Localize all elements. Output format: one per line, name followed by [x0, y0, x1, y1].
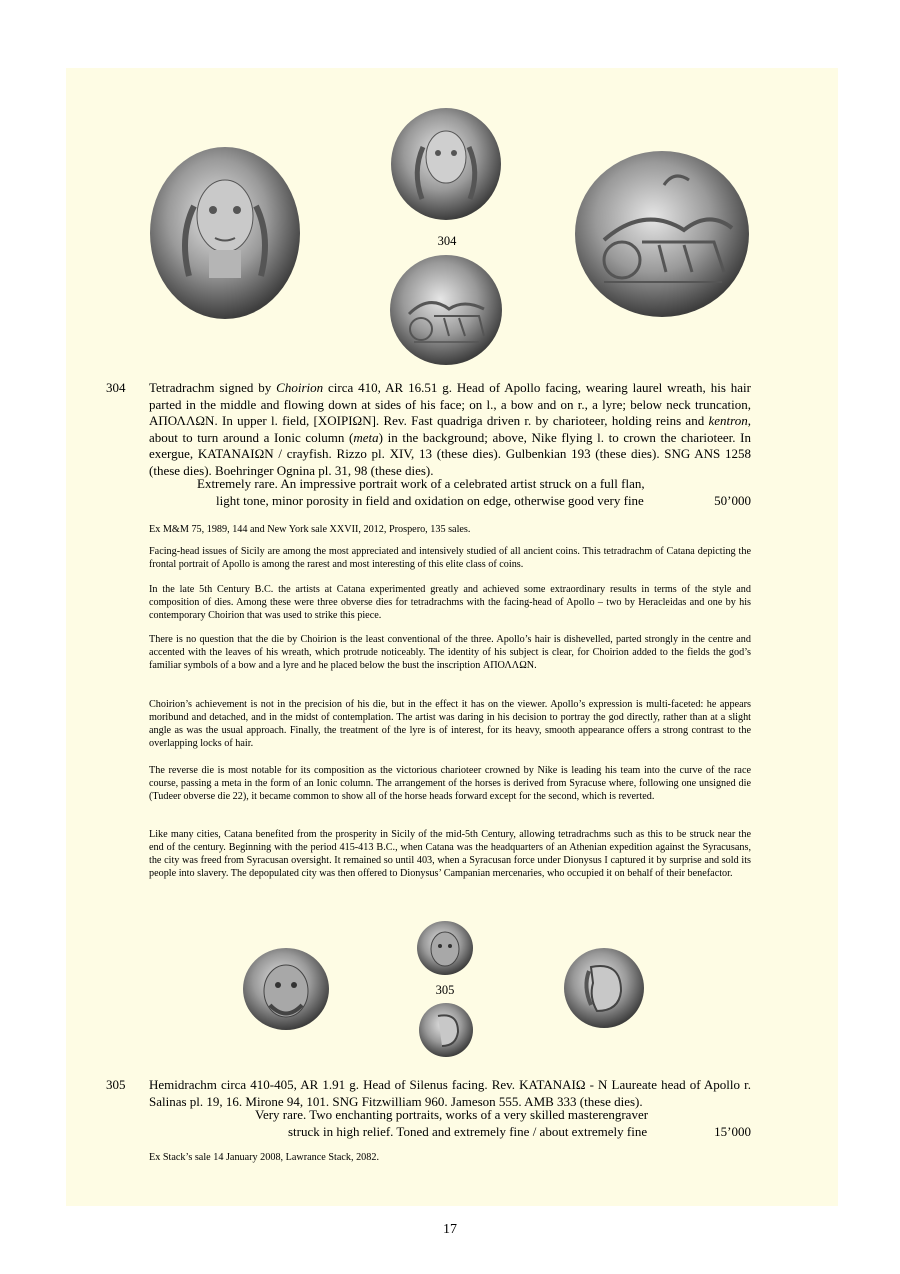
lot-304-description: Tetradrachm signed by Choirion circa 410, AR 16.51 g. Head of Apollo facing, wearing laurel wreath, his hair parted in the middle and flowing down at sides of his face; on l., a bow and on r., a lyre; below neck truncation, ΑΠΟΛΛΩΝ. In upper l. field, [ΧΟΙΡΙΩΝ]. Rev. Fast quadriga driven r. by charioteer, holding reins and kentron, about to turn around a Ionic column (meta) in the background; above, Nike flying l. to crown the charioteer. In exergue, ΚΑΤΑΝΑΙΩΝ / crayfish. Rizzo pl. XIV, 13 (these dies). Gulbenkian 193 (these dies). SNG ANS 1258 (these dies). Boehringer Ognina pl. 31, 98 (these dies). [149, 380, 751, 478]
lot-305-condition-line2: struck in high relief. Toned and extremely fine / about extremely fine [288, 1124, 648, 1139]
lot-305-condition-line1: Very rare. Two enchanting portraits, works of a very skilled masterengraver [255, 1107, 649, 1122]
lot-305-price: 15’000 [714, 1124, 751, 1139]
lot-304-note-3: There is no question that the die by Choirion is the least conventional of the three. Apollo’s hair is dishevelled, parted strongly in the centre and accented with the leaves of his wreath, which protrude noticeably. The identity of his subject is clear, for Choirion added to the fields the god’s familiar symbols of a bow and a lyre and he placed below the bust the inscription ΑΠΟΛΛΩΝ. [149, 634, 751, 671]
lot-304-note-1: Facing-head issues of Sicily are among the most appreciated and intensively studied of all ancient coins. This tetradrachm of Catana depicting the frontal portrait of Apollo is among the rarest and most interesting of this elite class of coins. [149, 546, 751, 570]
lot-304-condition-line1: Extremely rare. An impressive portrait work of a celebrated artist struck on a full flan, [197, 476, 645, 491]
coin-305-reverse-small [418, 1002, 474, 1058]
engraver-name: Choirion [276, 380, 324, 395]
coin-305-obverse-large [242, 947, 330, 1031]
coin-304-reverse-large [574, 150, 750, 318]
lot-304-note-6: Like many cities, Catana benefited from the prosperity in Sicily of the mid-5th Century, allowing tetradrachms such as this to be struck near the end of the century. Beginning with the period 415-413 B.C., when Catana was the headquarters of an Athenian expedition against the Syracusans, the city was freed from Syracusan oversight. It remained so until 403, when a Syracusan force under Dionysus I captured it by surprise and sold its people into slavery. The depopulated city was then offered to Dionysus’ Campanian mercenaries, who occupied it on behalf of their benefactor. [149, 829, 751, 879]
lot-304-number: 304 [106, 380, 126, 395]
lot-305-image-label: 305 [435, 983, 455, 997]
lot-305-provenance: Ex Stack’s sale 14 January 2008, Lawrance Stack, 2082. [149, 1152, 380, 1163]
coin-304-reverse-small [389, 254, 503, 366]
lot-304-price: 50’000 [714, 493, 751, 508]
coin-304-obverse-large [149, 146, 301, 320]
lot-304-provenance: Ex M&M 75, 1989, 144 and New York sale XXVII, 2012, Prospero, 135 sales. [149, 524, 471, 535]
coin-304-obverse-small [390, 107, 502, 221]
lot-305-number: 305 [106, 1077, 126, 1092]
coin-305-reverse-large [563, 947, 645, 1029]
lot-304-note-5: The reverse die is most notable for its composition as the victorious charioteer crowned by Nike is leading his team into the curve of the race course, passing a meta in the form of an Ionic column. The arrangement of the horses is derived from Syracuse where, following one unsigned die (Tudeer obverse die 22), it became common to show all of the horse heads forward except for the second, which is reverted. [149, 765, 751, 802]
lot-304-condition-line2: light tone, minor porosity in field and oxidation on edge, otherwise good very fine [216, 493, 644, 508]
lot-305-description: Hemidrachm circa 410-405, AR 1.91 g. Head of Silenus facing. Rev. ΚΑΤΑΝΑΙΩ - Ν Laureate head of Apollo r. Salinas pl. 19, 16. Mirone 94, 101. SNG Fitzwilliam 960. Jameson 555. AMB 333 (these dies). [149, 1077, 751, 1109]
page-number: 17 [443, 1222, 457, 1237]
lot-304-note-4: Choirion’s achievement is not in the precision of his die, but in the effect it has on the viewer. Apollo’s expression is multi-faceted: he appears moribund and detached, and in the midst of contemplation. The artist was daring in his decision to portray the god directly, rather than at a slight angle as was the usual approach. Finally, the treatment of the lyre is of interest, for its heavy, smooth appearance offers a strong contrast to the overlapping locks of hair. [149, 699, 751, 749]
coin-305-obverse-small [416, 920, 474, 976]
lot-304-note-2: In the late 5th Century B.C. the artists at Catana experimented greatly and achieved some extraordinary results in terms of the style and composition of dies. Among these were three obverse dies for tetradrachms with the facing-head of Apollo – two by Heracleidas and one by his contemporary Choirion that was used to strike this piece. [149, 584, 751, 621]
lot-304-image-label: 304 [437, 234, 457, 248]
